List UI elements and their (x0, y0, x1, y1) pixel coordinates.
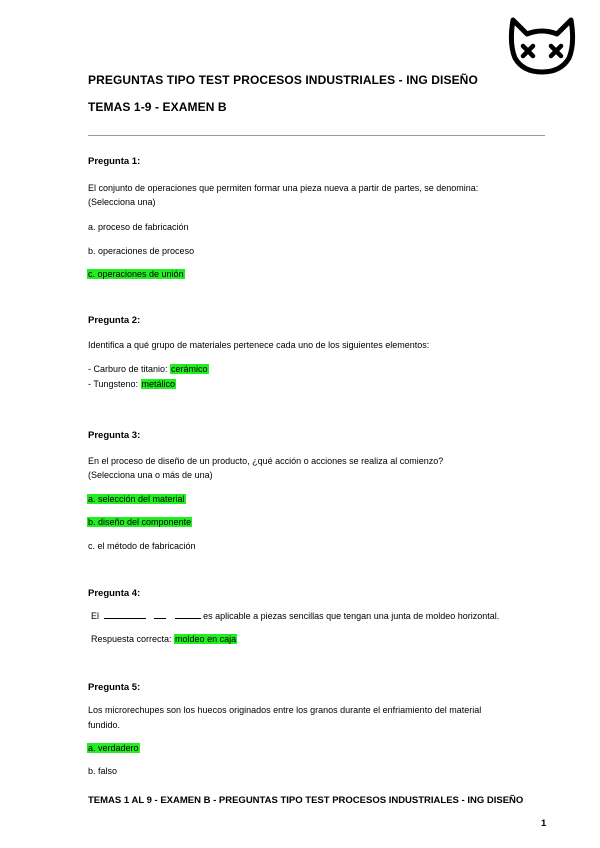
question-4-label: Pregunta 4: (88, 588, 141, 599)
question-5-label: Pregunta 5: (88, 682, 141, 693)
page-number: 1 (541, 818, 547, 829)
question-1-option-c-correct: c. operaciones de unión (88, 269, 184, 279)
question-5-text-line-2: fundido. (88, 720, 121, 730)
question-2-item-2: - Tungsteno: metálico (88, 379, 176, 389)
fill-blank-2 (154, 610, 166, 619)
question-3-option-c: c. el método de fabricación (88, 541, 196, 551)
question-4-text: El es aplicable a piezas sencillas que tengan una junta de moldeo horizontal. (91, 611, 500, 621)
question-3-option-a-correct: a. selección del material (88, 494, 185, 504)
question-3-label: Pregunta 3: (88, 430, 141, 441)
question-3-hint: (Selecciona una o más de una) (88, 470, 213, 480)
question-1-option-b: b. operaciones de proceso (88, 246, 195, 256)
question-4-answer: Respuesta correcta: moldeo en caja (91, 634, 237, 644)
question-2-item-2-answer: metálico (141, 379, 176, 389)
question-2-label: Pregunta 2: (88, 315, 141, 326)
question-5-text-line-1: Los microrechupes son los huecos originados entre los granos durante el enfriamiento del material (88, 705, 482, 715)
question-1-option-a: a. proceso de fabricación (88, 222, 189, 232)
question-1-text: El conjunto de operaciones que permiten formar una pieza nueva a partir de partes, se denomina: (88, 183, 479, 193)
header-divider (88, 135, 545, 136)
question-2-text: Identifica a qué grupo de materiales pertenece cada uno de los siguientes elementos: (88, 340, 430, 350)
question-5-option-b: b. falso (88, 766, 118, 776)
question-2-item-1: - Carburo de titanio: cerámico (88, 364, 208, 374)
question-1-hint: (Selecciona una) (88, 197, 156, 207)
cat-face-icon (505, 14, 579, 76)
question-4-answer-value: moldeo en caja (175, 634, 237, 644)
question-3-text: En el proceso de diseño de un producto, ¿qué acción o acciones se realiza al comienzo? (88, 456, 444, 466)
page-footer: TEMAS 1 AL 9 - EXAMEN B - PREGUNTAS TIPO TEST PROCESOS INDUSTRIALES - ING DISEÑO (88, 795, 524, 806)
document-title: PREGUNTAS TIPO TEST PROCESOS INDUSTRIALES - ING DISEÑO (88, 73, 478, 87)
question-2-item-1-answer: cerámico (171, 364, 208, 374)
fill-blank-1 (104, 610, 146, 619)
question-5-option-a-correct: a. verdadero (88, 743, 139, 753)
question-3-option-b-correct: b. diseño del componente (88, 517, 192, 527)
question-1-label: Pregunta 1: (88, 156, 141, 167)
fill-blank-3 (175, 610, 201, 619)
document-subtitle: TEMAS 1-9 - EXAMEN B (88, 100, 227, 114)
